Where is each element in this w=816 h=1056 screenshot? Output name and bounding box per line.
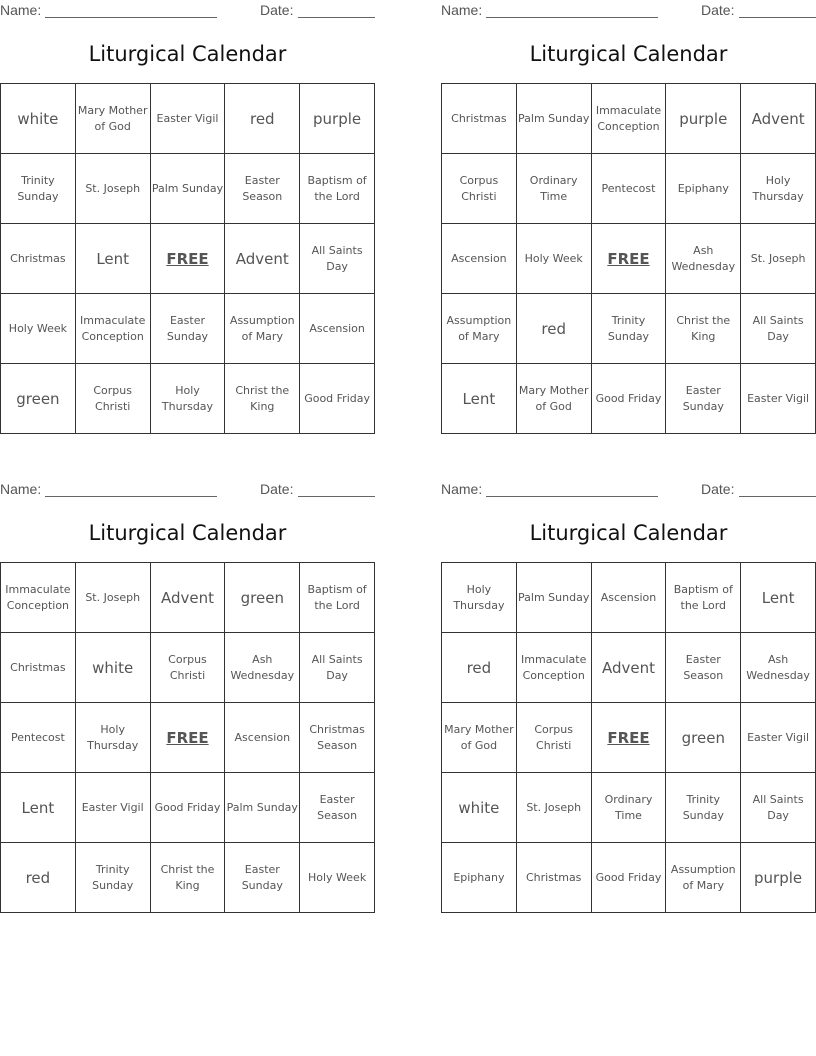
bingo-cell: Ordinary Time (517, 154, 592, 224)
bingo-cell: Christ the King (225, 364, 300, 434)
date-blank-line (298, 496, 375, 497)
name-blank-line (45, 496, 217, 497)
name-date-row (0, 2, 375, 20)
bingo-cell: St. Joseph (76, 154, 151, 224)
bingo-cell: Epiphany (666, 154, 741, 224)
bingo-cell: Good Friday (592, 843, 667, 913)
bingo-cell: Immaculate Conception (592, 84, 667, 154)
bingo-cell: red (442, 633, 517, 703)
bingo-cell: Good Friday (300, 364, 375, 434)
bingo-cell: purple (300, 84, 375, 154)
bingo-cell: Corpus Christi (442, 154, 517, 224)
name-blank-line (486, 17, 658, 18)
bingo-cell: Ascension (442, 224, 517, 294)
bingo-cell: green (225, 563, 300, 633)
bingo-cell: Easter Vigil (151, 84, 226, 154)
bingo-cell: Holy Thursday (442, 563, 517, 633)
bingo-cell: green (1, 364, 76, 434)
free-space-cell: FREE (592, 703, 667, 773)
bingo-cell: Palm Sunday (151, 154, 226, 224)
date-label: Date: (701, 481, 735, 497)
bingo-cell: Ordinary Time (592, 773, 667, 843)
bingo-cell: Trinity Sunday (666, 773, 741, 843)
bingo-cell: Corpus Christi (76, 364, 151, 434)
bingo-cell: Assumption of Mary (442, 294, 517, 364)
bingo-cell: Immaculate Conception (1, 563, 76, 633)
bingo-cell: Corpus Christi (151, 633, 226, 703)
bingo-cell: Mary Mother of God (517, 364, 592, 434)
bingo-cell: Mary Mother of God (442, 703, 517, 773)
bingo-cell: Corpus Christi (517, 703, 592, 773)
bingo-cell: Advent (741, 84, 816, 154)
date-label: Date: (260, 2, 294, 18)
bingo-cell: Advent (592, 633, 667, 703)
name-label: Name: (441, 2, 483, 18)
bingo-cell: Trinity Sunday (76, 843, 151, 913)
bingo-cell: Christmas Season (300, 703, 375, 773)
bingo-cell: St. Joseph (741, 224, 816, 294)
bingo-cell: purple (666, 84, 741, 154)
bingo-cell: Holy Thursday (741, 154, 816, 224)
name-date-row (441, 481, 816, 499)
bingo-grid (0, 83, 375, 434)
bingo-cell: Lent (741, 563, 816, 633)
bingo-cell: Baptism of the Lord (300, 563, 375, 633)
bingo-cell: St. Joseph (76, 563, 151, 633)
bingo-cell: St. Joseph (517, 773, 592, 843)
bingo-cell: Christmas (1, 224, 76, 294)
bingo-cell: Good Friday (151, 773, 226, 843)
free-space-cell: FREE (151, 224, 226, 294)
name-blank-line (45, 17, 217, 18)
bingo-cell: Christmas (1, 633, 76, 703)
bingo-cell: All Saints Day (300, 224, 375, 294)
bingo-cell: red (517, 294, 592, 364)
bingo-cell: Trinity Sunday (592, 294, 667, 364)
bingo-cell: Mary Mother of God (76, 84, 151, 154)
name-label: Name: (441, 481, 483, 497)
free-space-cell: FREE (592, 224, 667, 294)
name-date-row (441, 2, 816, 20)
bingo-grid (441, 562, 816, 913)
free-space-cell: FREE (151, 703, 226, 773)
bingo-cell: Christmas (517, 843, 592, 913)
bingo-cell: Baptism of the Lord (300, 154, 375, 224)
bingo-cell: Advent (225, 224, 300, 294)
bingo-cell: Good Friday (592, 364, 667, 434)
bingo-cell: Advent (151, 563, 226, 633)
bingo-cell: green (666, 703, 741, 773)
bingo-cell: All Saints Day (741, 294, 816, 364)
bingo-grid (0, 562, 375, 913)
bingo-cell: Holy Week (1, 294, 76, 364)
bingo-cell: Easter Season (300, 773, 375, 843)
bingo-cell: white (76, 633, 151, 703)
bingo-cell: Epiphany (442, 843, 517, 913)
date-blank-line (739, 17, 816, 18)
bingo-cell: Lent (76, 224, 151, 294)
bingo-cell: Lent (442, 364, 517, 434)
bingo-cell: Easter Vigil (741, 364, 816, 434)
bingo-cell: Easter Season (666, 633, 741, 703)
bingo-cell: Baptism of the Lord (666, 563, 741, 633)
bingo-cell: Christmas (442, 84, 517, 154)
bingo-cell: red (225, 84, 300, 154)
date-blank-line (739, 496, 816, 497)
bingo-cell: purple (741, 843, 816, 913)
bingo-cell: Pentecost (1, 703, 76, 773)
bingo-cell: Ascension (300, 294, 375, 364)
bingo-cell: Holy Week (300, 843, 375, 913)
bingo-cell: Easter Sunday (225, 843, 300, 913)
date-label: Date: (260, 481, 294, 497)
bingo-cell: white (1, 84, 76, 154)
bingo-cell: Trinity Sunday (1, 154, 76, 224)
card-title: Liturgical Calendar (529, 521, 728, 545)
bingo-cell: Assumption of Mary (666, 843, 741, 913)
card-title: Liturgical Calendar (88, 521, 287, 545)
bingo-cell: Ash Wednesday (225, 633, 300, 703)
bingo-cell: Holy Thursday (76, 703, 151, 773)
name-label: Name: (0, 2, 42, 18)
bingo-cell: All Saints Day (300, 633, 375, 703)
card-title: Liturgical Calendar (529, 42, 728, 66)
bingo-cell: Ascension (225, 703, 300, 773)
bingo-cell: Immaculate Conception (517, 633, 592, 703)
date-label: Date: (701, 2, 735, 18)
bingo-cell: Easter Vigil (76, 773, 151, 843)
bingo-cell: Christ the King (666, 294, 741, 364)
name-label: Name: (0, 481, 42, 497)
name-date-row (0, 481, 375, 499)
bingo-cell: Lent (1, 773, 76, 843)
bingo-cell: Ascension (592, 563, 667, 633)
bingo-cell: Ash Wednesday (741, 633, 816, 703)
bingo-cell: Easter Season (225, 154, 300, 224)
bingo-cell: Easter Vigil (741, 703, 816, 773)
bingo-cell: white (442, 773, 517, 843)
bingo-cell: Holy Thursday (151, 364, 226, 434)
bingo-cell: red (1, 843, 76, 913)
bingo-cell: Ash Wednesday (666, 224, 741, 294)
bingo-cell: Palm Sunday (517, 84, 592, 154)
name-blank-line (486, 496, 658, 497)
bingo-cell: Pentecost (592, 154, 667, 224)
bingo-cell: Palm Sunday (225, 773, 300, 843)
bingo-cell: Christ the King (151, 843, 226, 913)
bingo-cell: Assumption of Mary (225, 294, 300, 364)
bingo-cell: Palm Sunday (517, 563, 592, 633)
bingo-grid (441, 83, 816, 434)
card-title: Liturgical Calendar (88, 42, 287, 66)
date-blank-line (298, 17, 375, 18)
bingo-cell: All Saints Day (741, 773, 816, 843)
bingo-cell: Immaculate Conception (76, 294, 151, 364)
bingo-cell: Easter Sunday (666, 364, 741, 434)
bingo-cell: Easter Sunday (151, 294, 226, 364)
bingo-cell: Holy Week (517, 224, 592, 294)
